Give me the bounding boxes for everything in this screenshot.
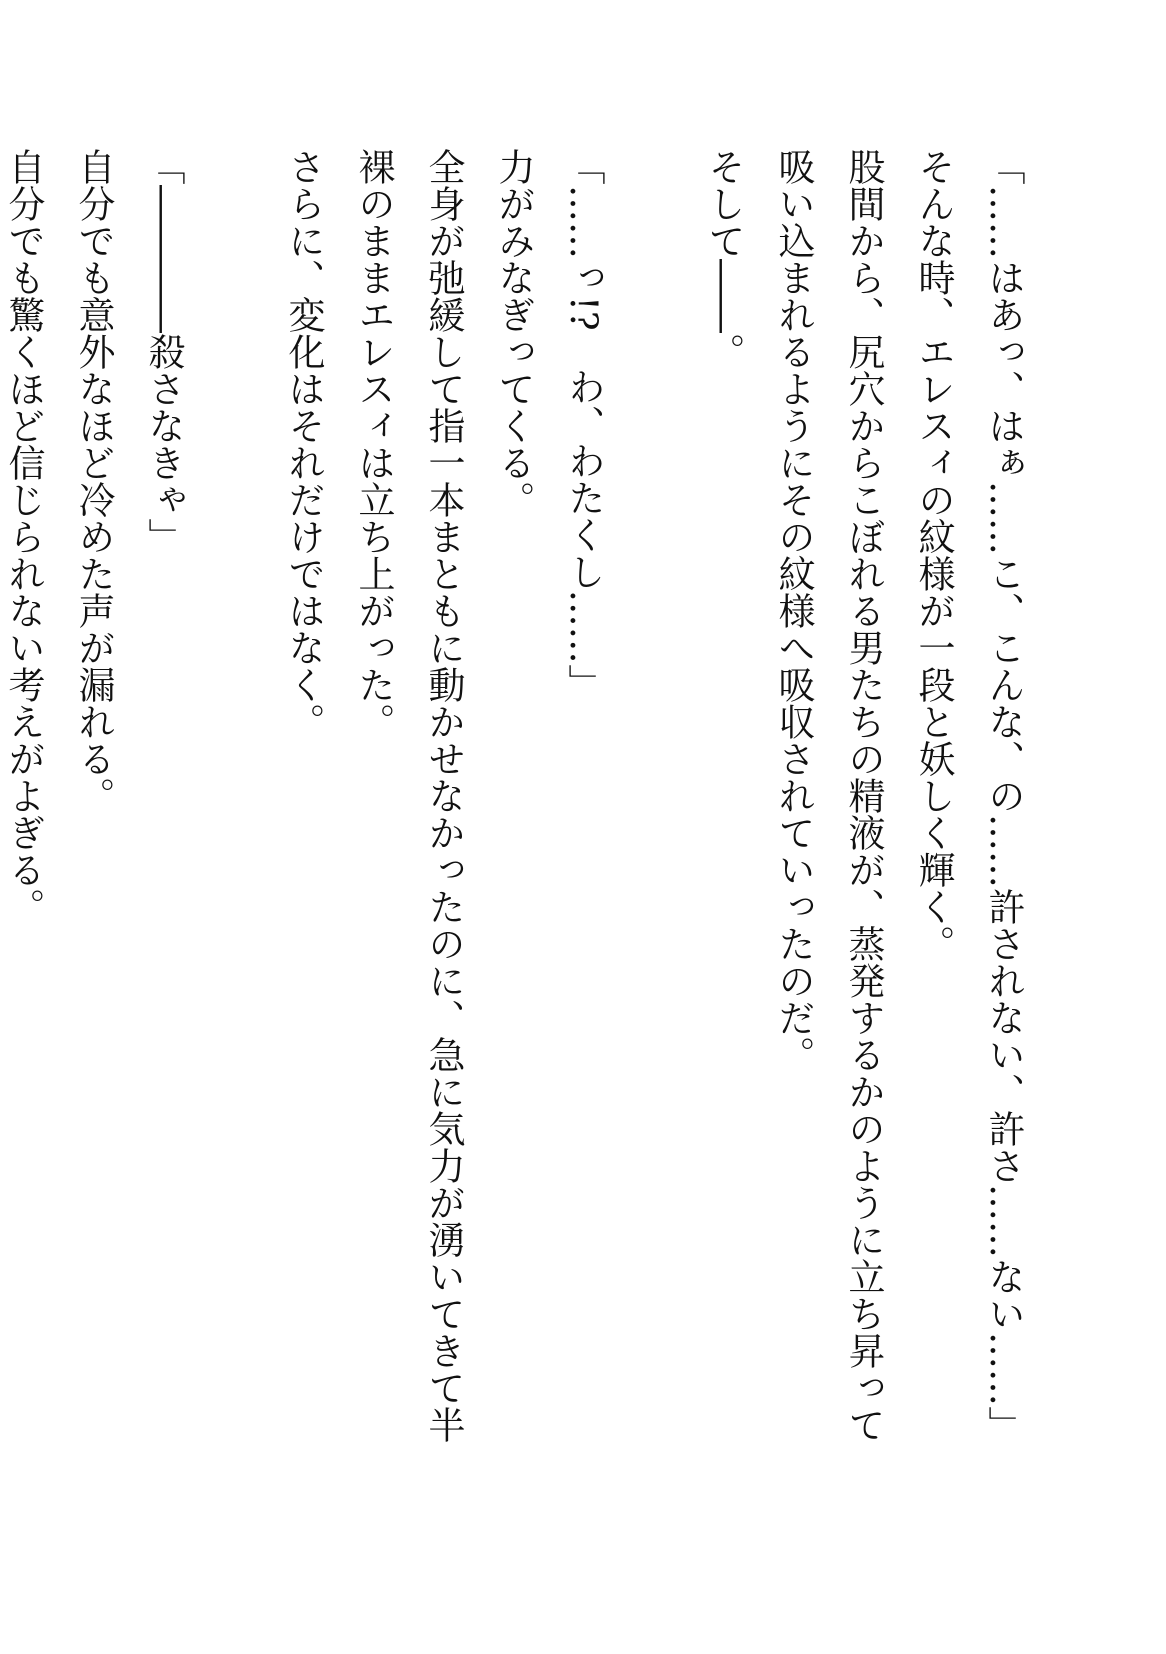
text-line: 股間から、尻穴からこぼれる男たちの精液が、蒸発するかのように立ち昇って bbox=[842, 148, 885, 1443]
text-line: 吸い込まれるようにその紋様へ吸収されていったのだ。 bbox=[772, 148, 815, 1073]
blank-line bbox=[198, 148, 268, 1548]
text-line: 「……はあっ、はぁ……こ、こんな、の……許されない、許さ……ない……」 bbox=[982, 148, 1025, 1443]
blank-line bbox=[618, 148, 688, 1548]
text-line: そして――。 bbox=[702, 148, 745, 370]
text-line: 「――――殺さなきゃ」 bbox=[142, 148, 185, 555]
text-line: 裸のままエレスィは立ち上がった。 bbox=[352, 148, 395, 740]
text-line: 自分でも驚くほど信じられない考えがよぎる。 bbox=[2, 148, 45, 925]
text-line: 自分でも意外なほど冷めた声が漏れる。 bbox=[72, 148, 115, 814]
text-line: 力がみなぎってくる。 bbox=[492, 148, 535, 518]
text-line: さらに、変化はそれだけではなく。 bbox=[282, 148, 325, 740]
vertical-text-block bbox=[0, 148, 1038, 1548]
text-line: そんな時、エレスィの紋様が一段と妖しく輝く。 bbox=[912, 148, 955, 962]
text-line: 「……っ!? わ、わたくし……」 bbox=[562, 148, 605, 701]
text-line: 全身が弛緩して指一本まともに動かせなかったのに、急に気力が湧いてきて半 bbox=[422, 148, 465, 1443]
